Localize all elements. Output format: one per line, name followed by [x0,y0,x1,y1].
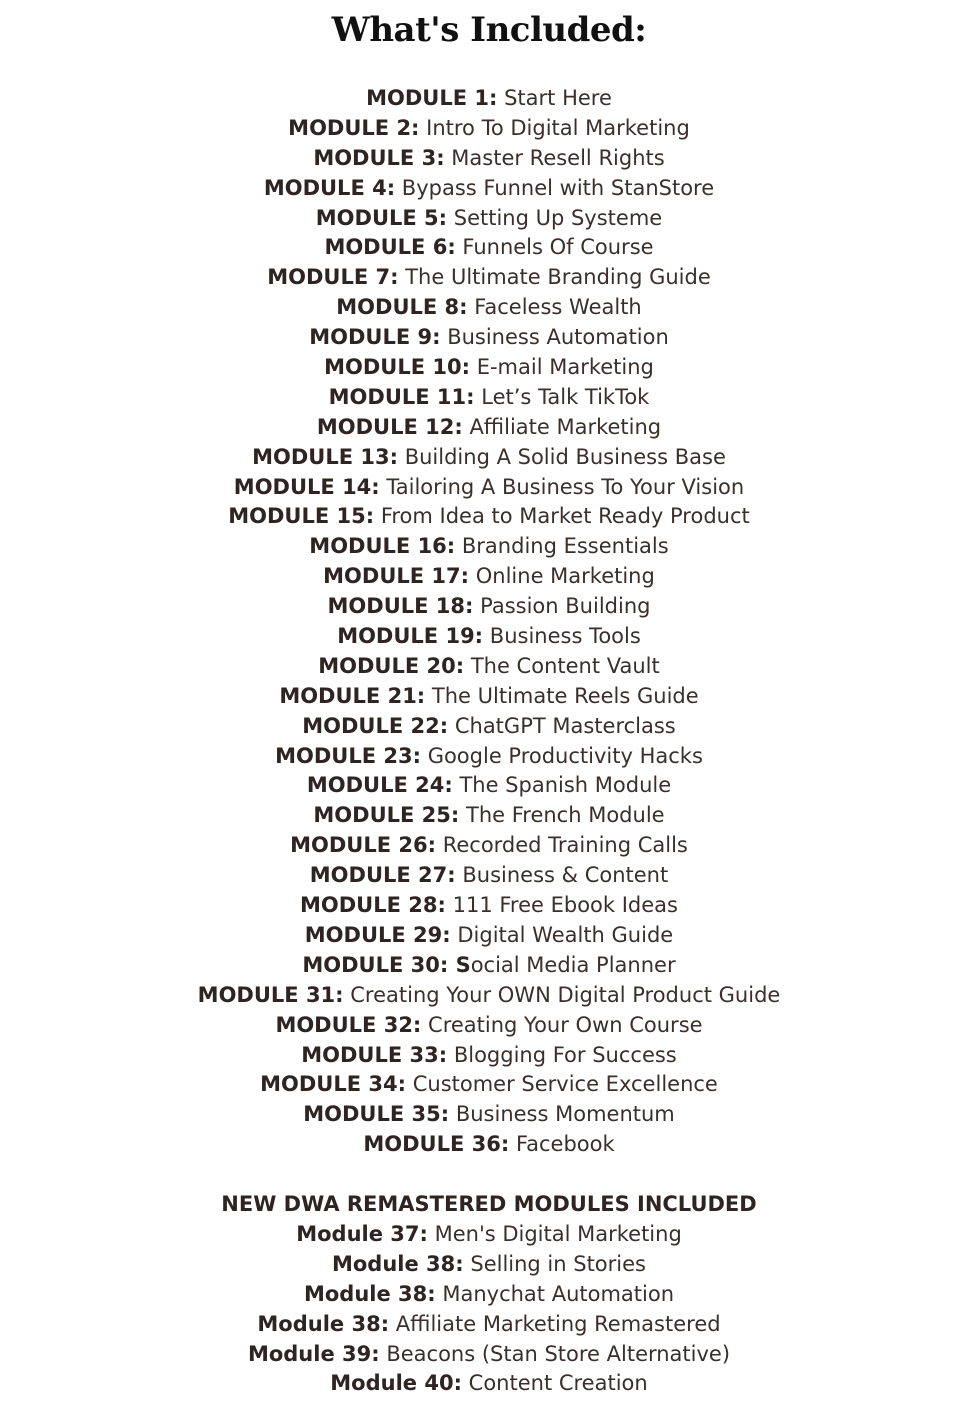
module-number-label: MODULE 28: [300,893,446,918]
module-row [0,742,978,772]
module-title: Online Marketing [475,564,655,589]
module-number-label: MODULE 14: [233,474,380,499]
module-row [0,921,978,951]
module-row [0,204,978,234]
module-number-label: MODULE 11: [328,384,475,409]
module-row [0,263,978,293]
module-row [0,443,978,473]
module-row [0,891,978,921]
module-title: E-mail Marketing [476,355,654,380]
module-title: ChatGPT Masterclass [454,713,676,738]
module-title: Selling in Stories [470,1251,646,1276]
module-title: Let’s Talk TikTok [481,384,650,409]
module-title: The French Module [466,803,665,828]
module-title: Building A Solid Business Base [404,444,726,469]
module-number-label: MODULE 15: [228,504,375,529]
module-row [0,981,978,1011]
module-number-label: MODULE 26: [290,833,437,858]
module-row [0,622,978,652]
module-row [0,174,978,204]
module-title: The Ultimate Reels Guide [431,683,699,708]
module-title: Bypass Funnel with StanStore [401,175,715,200]
module-number-label: MODULE 34: [260,1072,407,1097]
module-title: Men's Digital Marketing [434,1221,682,1246]
module-row [0,951,978,981]
module-row [0,1070,978,1100]
module-row [0,323,978,353]
module-row [0,682,978,712]
module-number-label: MODULE 23: [275,743,421,768]
module-title: Business Momentum [455,1102,675,1127]
module-number-label: Module 38: [303,1281,436,1306]
module-title: Branding Essentials [461,534,669,559]
module-row [0,861,978,891]
modules-container [0,84,978,1160]
module-row [0,1130,978,1160]
module-row [0,1100,978,1130]
module-row [0,771,978,801]
module-row [0,831,978,861]
module-title: Facebook [515,1132,615,1157]
module-title: The Ultimate Branding Guide [405,265,711,290]
module-number-label: MODULE 6: [324,235,456,260]
module-number-label: MODULE 4: [263,175,396,200]
module-number-label: MODULE 32: [275,1012,422,1037]
module-title: Intro To Digital Marketing [426,115,690,140]
module-number-label: Module 38: [257,1311,390,1336]
module-title: Start Here [504,86,612,110]
module-title: Customer Service Excellence [412,1072,718,1097]
module-row [0,712,978,742]
module-number-label: MODULE 10: [324,355,471,380]
module-number-label: Module 40: [330,1371,462,1396]
remastered-module-row [0,1340,978,1370]
module-row [0,293,978,323]
module-number-label: MODULE 36: [363,1132,510,1157]
module-title: Faceless Wealth [474,295,642,320]
module-number-label: MODULE 8: [336,295,468,320]
module-row [0,652,978,682]
remastered-module-row [0,1250,978,1280]
module-number-label: MODULE 13: [252,444,399,469]
module-title: Affiliate Marketing Remastered [395,1311,721,1336]
module-number-label: MODULE 35: [303,1102,450,1127]
module-number-label: MODULE 22: [302,713,449,738]
module-number-label: MODULE 17: [323,564,470,589]
module-row [0,801,978,831]
module-row [0,473,978,503]
module-title: The Content Vault [470,653,660,678]
module-title: Setting Up Systeme [453,205,663,230]
module-title: Blogging For Success [453,1042,677,1067]
module-title: Creating Your OWN Digital Product Guide [350,982,781,1007]
module-number-label: MODULE 24: [306,773,453,798]
module-row [0,592,978,622]
page-title: What's Included: [331,10,647,50]
module-row [0,1041,978,1071]
module-row [0,502,978,532]
module-title: Funnels Of Course [462,235,654,260]
module-number-label: MODULE 29: [304,922,451,947]
module-number-label: MODULE 19: [337,624,484,649]
module-number-label: MODULE 20: [318,653,465,678]
module-title: The Spanish Module [459,773,672,798]
module-number-label: MODULE 12: [316,414,463,439]
module-title: Beacons (Stan Store Alternative) [386,1341,731,1366]
module-row [0,532,978,562]
module-row [0,233,978,263]
module-title: Recorded Training Calls [442,833,688,858]
module-number-label: MODULE 5: [315,205,448,230]
remastered-module-row [0,1310,978,1340]
module-number-label: MODULE 9: [309,325,441,350]
module-row [0,1011,978,1041]
module-row [0,144,978,174]
module-title: From Idea to Market Ready Product [380,504,750,529]
module-title: Passion Building [480,594,651,619]
module-number-label: MODULE 30: S [302,952,471,977]
module-number-label: MODULE 16: [309,534,456,559]
module-title: Tailoring A Business To Your Vision [386,474,745,499]
module-title: Creating Your Own Course [428,1012,703,1037]
module-list [0,84,978,1399]
module-number-label: Module 39: [247,1341,380,1366]
module-row [0,383,978,413]
module-title: Business Tools [489,624,641,649]
module-row [0,353,978,383]
module-title: Digital Wealth Guide [457,922,674,947]
remastered-heading: NEW DWA REMASTERED MODULES INCLUDED [221,1192,757,1217]
module-number-label: Module 37: [296,1221,428,1246]
module-number-label: MODULE 1: [366,86,498,110]
module-number-label: MODULE 21: [279,683,426,708]
module-title: Business & Content [462,863,669,888]
module-number-label: MODULE 18: [327,594,474,619]
module-row [0,84,978,114]
module-title: 111 Free Ebook Ideas [452,893,678,918]
module-row [0,114,978,144]
module-row [0,562,978,592]
module-row [0,413,978,443]
module-title: Business Automation [447,325,669,350]
module-number-label: MODULE 3: [313,145,445,170]
module-title: Affiliate Marketing [469,414,662,439]
remastered-module-row [0,1220,978,1250]
module-number-label: MODULE 25: [313,803,460,828]
module-number-label: Module 38: [331,1251,464,1276]
remastered-module-row [0,1369,978,1399]
module-title: Content Creation [468,1371,648,1396]
module-title: Master Resell Rights [451,145,665,170]
module-title: Google Productivity Hacks [427,743,703,768]
module-number-label: MODULE 2: [288,115,420,140]
remastered-module-row [0,1280,978,1310]
section-gap [0,1160,978,1190]
module-number-label: MODULE 7: [267,265,399,290]
remastered-container [0,1220,978,1399]
module-title: ocial Media Planner [470,952,676,977]
module-title: Manychat Automation [442,1281,675,1306]
module-number-label: MODULE 31: [197,982,344,1007]
module-number-label: MODULE 33: [301,1042,448,1067]
module-number-label: MODULE 27: [309,863,456,888]
